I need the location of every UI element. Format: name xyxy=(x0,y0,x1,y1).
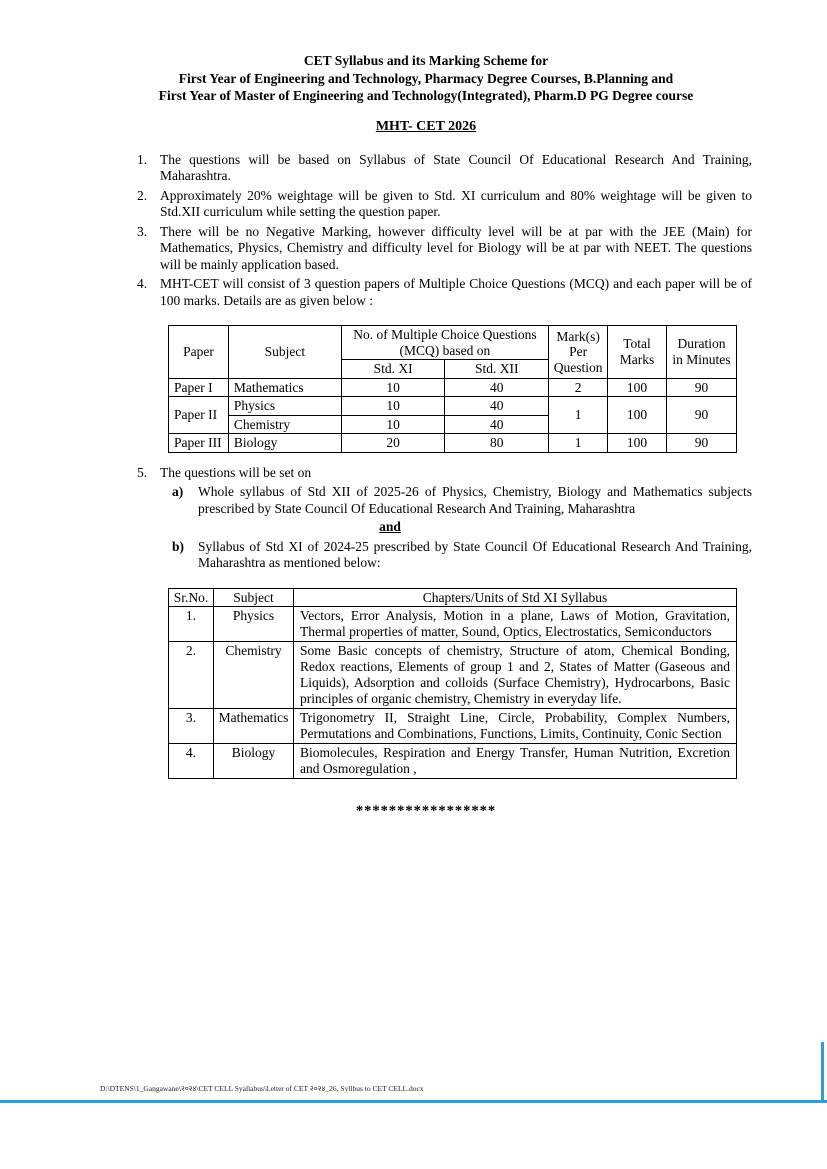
table-row-paper-3 xyxy=(169,434,737,453)
chapters-header-row xyxy=(169,588,737,607)
list-item-text: Approximately 20% weightage will be given to Std. XI curriculum and 80% weightage will be given to Std.XII curriculum while setting the question paper. xyxy=(160,187,752,219)
cell-marks: 1 xyxy=(549,397,608,434)
document-heading xyxy=(100,119,752,135)
list-item-text: MHT-CET will consist of 3 question papers of Multiple Choice Questions (MCQ) and each paper will be of 100 marks. Details are as given below : xyxy=(160,276,752,308)
sub-item-text: Syllabus of Std XI of 2024-25 prescribed by State Council Of Educational Research And Training, Maharashtra as mentioned below: xyxy=(198,538,752,570)
list-item-5 xyxy=(100,465,752,482)
cell-std-xi: 10 xyxy=(341,378,445,397)
chapters-row-physics xyxy=(169,607,737,642)
cell-sr-no: 4. xyxy=(169,744,214,779)
cell-marks: 1 xyxy=(549,434,608,453)
header-cell-sr-no: Sr.No. xyxy=(169,588,214,607)
cell-total: 100 xyxy=(608,397,667,434)
cell-std-xi: 20 xyxy=(341,434,445,453)
cell-marks: 2 xyxy=(549,378,608,397)
cell-std-xii: 80 xyxy=(445,434,549,453)
header-cell-subject: Subject xyxy=(228,326,341,379)
cell-subject: Chemistry xyxy=(228,415,341,434)
cell-paper: Paper III xyxy=(169,434,229,453)
document-file-path: D:\DTENS\1_Gangawane\२०२४\CET CELL Syallabus\Letter of CET २०२४_26, Syllbus to CET CELL.docx xyxy=(100,1084,424,1093)
list-item-number: 2. xyxy=(137,187,148,203)
cell-total: 100 xyxy=(608,378,667,397)
cell-subject: Chemistry xyxy=(213,642,293,709)
list-item-number: 4. xyxy=(137,276,148,291)
and-separator: and xyxy=(379,519,401,534)
numbered-list xyxy=(100,152,752,310)
cell-paper: Paper I xyxy=(169,378,229,397)
cell-std-xi: 10 xyxy=(341,397,445,416)
cell-sr-no: 2. xyxy=(169,642,214,709)
cell-subject: Mathematics xyxy=(228,378,341,397)
document-title-line-1: CET Syllabus and its Marking Scheme for xyxy=(303,53,549,68)
header-cell-mcq-group: No. of Multiple Choice Questions (MCQ) based on xyxy=(341,326,548,360)
list-item-number: 5. xyxy=(137,464,148,480)
list-item-text: The questions will be based on Syllabus of State Council Of Educational Research And Training, Maharashtra. xyxy=(160,151,752,183)
cell-std-xii: 40 xyxy=(445,397,549,416)
table-row-paper-1 xyxy=(169,378,737,397)
cell-chapters: Vectors, Error Analysis, Motion in a plane, Laws of Motion, Gravitation, Thermal properties of matter, Sound, Optics, Electrostatics, Semiconductors xyxy=(293,607,736,642)
cell-std-xii: 40 xyxy=(445,378,549,397)
document-content xyxy=(100,52,752,820)
header-cell-total-marks: Total Marks xyxy=(608,326,667,379)
cell-std-xi: 10 xyxy=(341,415,445,434)
table-row-paper-2a xyxy=(169,397,737,416)
cell-chapters: Some Basic concepts of chemistry, Structure of atom, Chemical Bonding, Redox reactions, Elements of group 1 and 2, States of Matter (Gaseous and Liquids), Adsorption and colloids (Surface Chemistry), Hydrocarbons, Basic principles of organic chemistry, Chemistry in everyday life. xyxy=(293,642,736,709)
page-edge-line-right xyxy=(821,1042,824,1103)
sub-item-label: a) xyxy=(172,484,184,499)
header-cell-duration: Duration in Minutes xyxy=(667,326,737,379)
cell-subject: Biology xyxy=(228,434,341,453)
document-heading-text: MHT- CET 2026 xyxy=(375,118,477,134)
cell-duration: 90 xyxy=(667,434,737,453)
chapters-row-mathematics xyxy=(169,709,737,744)
chapters-row-chemistry xyxy=(169,642,737,709)
page-edge-line-bottom xyxy=(0,1100,827,1103)
chapters-row-biology xyxy=(169,744,737,779)
cell-paper: Paper II xyxy=(169,397,229,434)
cell-subject: Biology xyxy=(213,744,293,779)
cell-subject: Physics xyxy=(213,607,293,642)
sub-item-a xyxy=(100,484,752,517)
cell-duration: 90 xyxy=(667,378,737,397)
list-item-number: 1. xyxy=(137,151,148,167)
list-item-text: The questions will be set on xyxy=(160,464,312,480)
cell-duration: 90 xyxy=(667,397,737,434)
list-item-text: There will be no Negative Marking, however difficulty level will be at par with the JEE (Main) for Mathematics, Physics, Chemistry and difficulty level for Biology will be at par with NEET. The questions will be mainly application based. xyxy=(160,223,752,272)
header-cell-std-xii: Std. XII xyxy=(445,360,549,379)
sub-item-b xyxy=(100,539,752,572)
cell-chapters: Biomolecules, Respiration and Energy Transfer, Human Nutrition, Excretion and Osmoregulation , xyxy=(293,744,736,779)
cell-std-xii: 40 xyxy=(445,415,549,434)
document-title-line-3: First Year of Master of Engineering and Technology(Integrated), Pharm.D PG Degree course xyxy=(158,88,694,103)
marking-scheme-header-row-1 xyxy=(169,326,737,360)
header-cell-subject: Subject xyxy=(213,588,293,607)
header-cell-chapters: Chapters/Units of Std XI Syllabus xyxy=(293,588,736,607)
header-cell-marks-per-question: Mark(s) Per Question xyxy=(549,326,608,379)
syllabus-chapters-table xyxy=(168,588,737,780)
cell-sr-no: 1. xyxy=(169,607,214,642)
end-of-document-asterisks: ***************** xyxy=(355,803,497,819)
list-item-2 xyxy=(100,188,752,221)
list-item-number: 3. xyxy=(137,223,148,239)
list-item-1 xyxy=(100,152,752,185)
cell-sr-no: 3. xyxy=(169,709,214,744)
marking-scheme-table xyxy=(168,325,737,453)
list-item-3 xyxy=(100,224,752,274)
sub-item-label: b) xyxy=(172,538,185,554)
header-cell-std-xi: Std. XI xyxy=(341,360,445,379)
document-title-line-2: First Year of Engineering and Technology, Pharmacy Degree Courses, B.Planning and xyxy=(178,70,674,86)
header-cell-paper: Paper xyxy=(169,326,229,379)
cell-subject: Physics xyxy=(228,397,341,416)
sub-item-text: Whole syllabus of Std XII of 2025-26 of Physics, Chemistry, Biology and Mathematics subjects prescribed by State Council Of Educational Research And Training, Maharashtra xyxy=(198,484,752,516)
cell-chapters: Trigonometry II, Straight Line, Circle, Probability, Complex Numbers, Permutations and Combinations, Functions, Limits, Continuity, Conic Section xyxy=(293,709,736,744)
list-item-4 xyxy=(100,276,752,309)
cell-total: 100 xyxy=(608,434,667,453)
cell-subject: Mathematics xyxy=(213,709,293,744)
